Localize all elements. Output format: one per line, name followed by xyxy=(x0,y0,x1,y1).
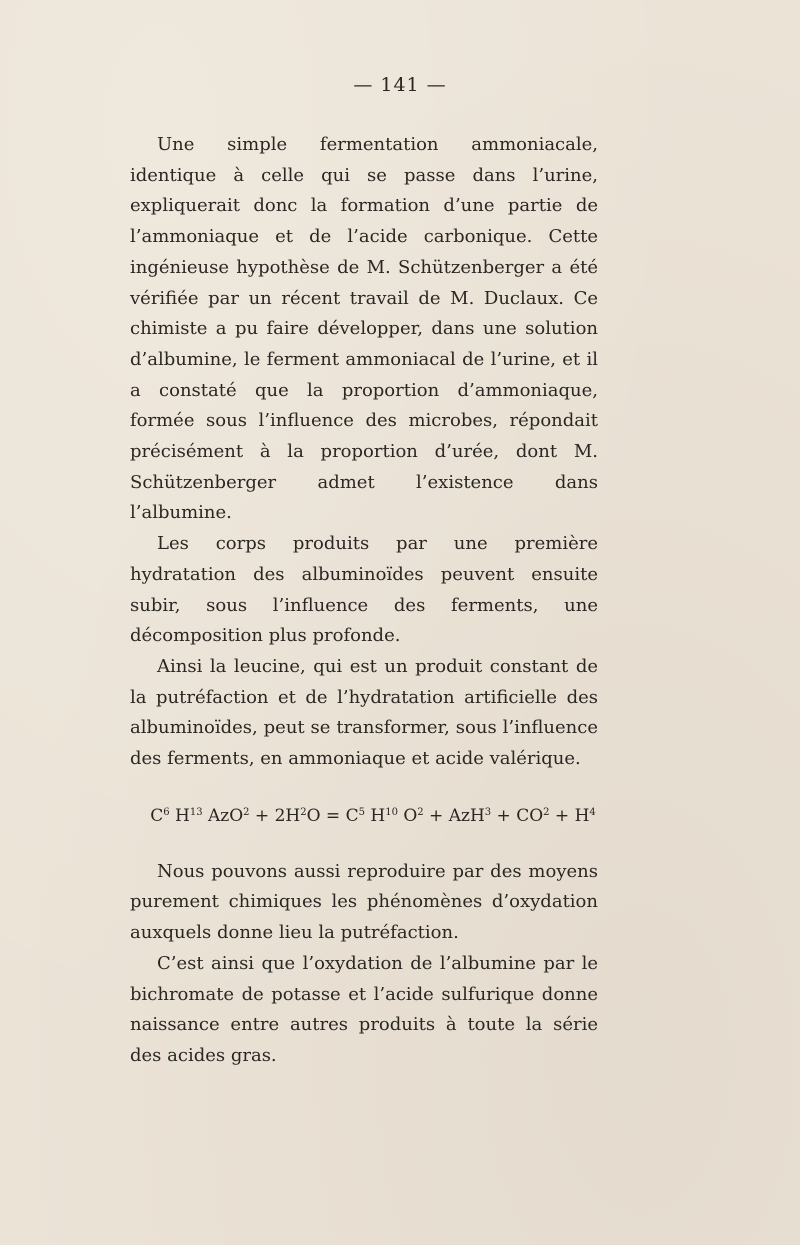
paragraph: Les corps produits par une première hydratation des albuminoïdes peuvent ensuite subir, sous l’influence des ferments, une décomposition plus profonde. xyxy=(130,533,598,647)
formula-part: + H xyxy=(549,805,590,826)
formula-part: + 2H xyxy=(249,805,301,826)
formula-part: O = C xyxy=(306,805,359,826)
paragraph: Ainsi la leucine, qui est un produit constant de la putréfaction et de l’hydratation artificielle des albuminoïdes, peut se transformer, sous l’influence des ferments, en ammoniaque et acide valérique. xyxy=(130,655,598,770)
formula-sup: 10 xyxy=(385,806,398,818)
formula-sup: 13 xyxy=(189,806,203,818)
formula-sup: 2 xyxy=(300,806,307,818)
page-number: — 141 — xyxy=(353,74,447,96)
formula-sup: 5 xyxy=(358,806,365,818)
formula-sup: 2 xyxy=(543,806,550,818)
formula-part: AzO xyxy=(202,805,244,826)
body-text xyxy=(130,130,598,1072)
formula-part: O xyxy=(397,805,418,826)
formula-sup: 3 xyxy=(484,806,492,818)
paragraph: C’est ainsi que l’oxydation de l’albumine par le bichromate de potasse et l’acide sulfurique donne naissance entre autres produits à toute la série des acides gras. xyxy=(130,952,598,1066)
formula-sup: 2 xyxy=(417,806,424,818)
formula-sup: 6 xyxy=(163,806,170,818)
paragraph: Nous pouvons aussi reproduire par des moyens purement chimiques les phénomènes d’oxydation auxquels donne lieu la putréfaction. xyxy=(130,860,598,944)
formula-part: + CO xyxy=(491,805,544,826)
paragraph: Une simple fermentation ammoniacale, identique à celle qui se passe dans l’urine, expliquerait donc la formation d’une partie de l’ammoniaque et de l’acide carbonique. Cette ingénieuse hypothèse de M. Schützenberger a été vérifiée par un récent travail de M. Duclaux. Ce chimiste a pu faire développer, dans une solution d’albumine, le ferment ammoniacal de l’urine, et il a constaté que la proportion d’ammoniaque, formée sous l’influence des microbes, répondait précisément à la proportion d’urée, dont M. Schützenberger admet l’existence dans l’albumine. xyxy=(130,134,598,524)
formula-part: C xyxy=(150,805,164,826)
formula-sup: 2 xyxy=(243,806,250,818)
formula-part: + AzH xyxy=(423,805,485,826)
formula-sup: 4 xyxy=(589,806,596,818)
chemical-equation xyxy=(130,801,598,831)
formula-part: H xyxy=(364,805,386,826)
formula-part: H xyxy=(169,805,190,826)
